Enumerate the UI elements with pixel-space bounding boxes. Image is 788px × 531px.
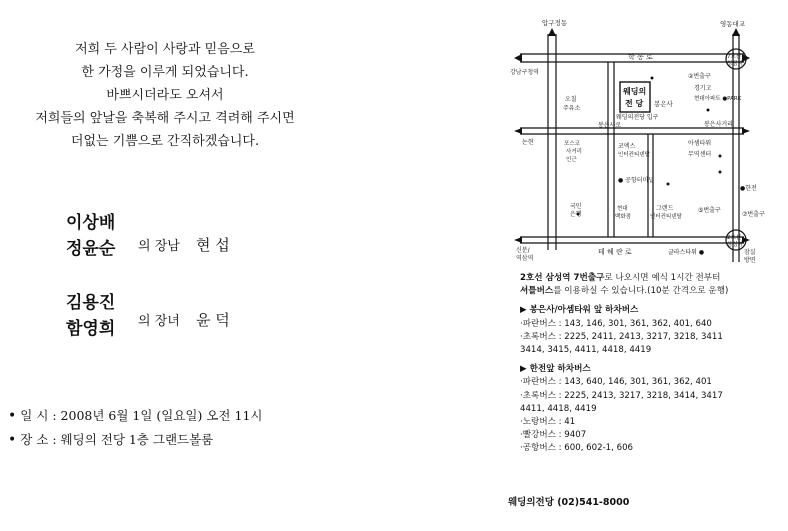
bus-line: ·노랑버스 : 41 bbox=[520, 417, 576, 428]
bride-relation: 의 장녀 bbox=[138, 314, 180, 329]
map-label: ●한전 bbox=[740, 185, 757, 192]
map-label: 2호선 bbox=[727, 235, 742, 241]
bus-line: ·빨강버스 : 9407 bbox=[520, 430, 587, 441]
map-label: 백화점 bbox=[615, 214, 631, 220]
map-label: ②번출구 bbox=[688, 73, 711, 80]
bride-father: 김용진 bbox=[66, 293, 116, 313]
map-label: 무역센터 bbox=[688, 151, 712, 158]
map-label: ● 공항터미널 bbox=[618, 177, 655, 184]
greeting-line: 더없는 기쁨으로 간직하겠습니다. bbox=[70, 134, 260, 149]
greeting-line: 바쁘시더라도 오셔서 bbox=[106, 88, 224, 103]
map-label: 학 동 로 bbox=[628, 53, 653, 61]
venue-label: 전 당 bbox=[625, 99, 644, 108]
stop2-title-text: 한전앞 하차버스 bbox=[529, 364, 591, 375]
intro-text: 로 나오시면 예식 1시간 전부터 bbox=[604, 273, 721, 283]
map-label: 국민 bbox=[570, 203, 582, 210]
map-label: 봉은사로 bbox=[598, 122, 622, 129]
greeting-message bbox=[0, 38, 330, 153]
map-label: ⑤번출구 bbox=[698, 207, 721, 214]
venue-phone: 웨딩의전당 (02)541-8000 bbox=[508, 497, 630, 508]
map-label: 청담역 bbox=[727, 61, 743, 67]
map-label: 웨딩의전당 입구 bbox=[616, 114, 659, 121]
map-label: ⑦번출구 bbox=[742, 211, 765, 218]
map-label: 글라스타워 ● bbox=[668, 249, 705, 256]
map-label: 영동대교 bbox=[720, 20, 746, 28]
stop1-title bbox=[520, 304, 780, 317]
map-svg bbox=[508, 14, 778, 272]
map-label: 오칠 bbox=[565, 96, 577, 103]
map-label: 역삼역 bbox=[516, 255, 534, 262]
date-text: 일 시 : 2008년 6월 1일 (일요일) 오전 11시 bbox=[20, 408, 263, 423]
groom-parents bbox=[66, 210, 115, 262]
map-label: 그랜드 bbox=[656, 205, 674, 212]
location-map bbox=[508, 14, 778, 272]
bullet-icon: • bbox=[8, 432, 17, 448]
groom-relation: 의 장남 bbox=[138, 239, 180, 254]
bus-line: ·파란버스 : 143, 146, 301, 361, 362, 401, 640 bbox=[520, 318, 712, 329]
map-label: 논현 bbox=[522, 139, 534, 146]
map-label: 사거리 bbox=[566, 149, 582, 155]
map-label: 7호선 bbox=[727, 54, 742, 60]
greeting-line: 한 가정을 이루게 되었습니다. bbox=[81, 65, 249, 80]
groom-relation-line bbox=[138, 234, 230, 255]
groom-name: 현 섭 bbox=[195, 236, 230, 254]
bus-line: ·초록버스 : 2225, 2413, 3217, 3218, 3414, 3417 bbox=[520, 390, 723, 401]
directions-info bbox=[520, 272, 780, 456]
bus-line: ·초록버스 : 2225, 2411, 2413, 3217, 3218, 3411 bbox=[520, 331, 723, 342]
shuttle-text: 를 이용하실 수 있습니다.(10분 간격으로 운행) bbox=[553, 286, 729, 297]
bus-line: ·파란버스 : 143, 640, 146, 301, 361, 362, 401 bbox=[520, 377, 712, 388]
map-label: 잠실 bbox=[744, 249, 756, 256]
map-label: 강남구청역 bbox=[510, 69, 539, 76]
bus-line: 3414, 3415, 4411, 4418, 4419 bbox=[520, 345, 652, 356]
bride-mother: 함영희 bbox=[66, 319, 116, 339]
map-label: 테 헤 란 로 bbox=[598, 248, 632, 256]
map-label: 봉은사 bbox=[654, 100, 673, 108]
greeting-line: 저희 두 사람이 사랑과 믿음으로 bbox=[75, 42, 255, 57]
map-label: 코엑스 bbox=[618, 143, 636, 150]
arrow-right-icon: ▶ bbox=[520, 305, 527, 316]
shuttle-bold: 셔틀버스 bbox=[520, 286, 554, 297]
map-label: 현대아파트 ●PARK bbox=[694, 96, 742, 102]
bus-line: ·공항버스 : 600, 602-1, 606 bbox=[520, 443, 634, 454]
groom-father: 이상배 bbox=[66, 213, 116, 233]
stop2-title bbox=[520, 363, 780, 376]
map-label: 방면 bbox=[744, 257, 756, 264]
map-label: 주유소 bbox=[563, 105, 581, 112]
groom-mother: 정윤순 bbox=[66, 239, 116, 259]
map-label: 경기고 bbox=[694, 85, 712, 92]
place-text: 장 소 : 웨딩의 전당 1층 그랜드볼룸 bbox=[20, 432, 214, 447]
wedding-place bbox=[8, 430, 213, 448]
venue-label: 웨딩의 bbox=[623, 87, 647, 96]
map-label: 압구정동 bbox=[542, 19, 568, 27]
map-label: 인근 bbox=[566, 157, 577, 163]
stop1-title-text: 봉은사/아셈타워 앞 하차버스 bbox=[529, 305, 639, 316]
map-label: 현대 bbox=[617, 206, 628, 212]
map-label: 인터컨티넨탈 bbox=[618, 152, 650, 158]
arrow-right-icon: ▶ bbox=[520, 364, 527, 375]
map-label: 포스코 bbox=[564, 141, 580, 147]
map-label: 인터컨티넨탈 bbox=[650, 214, 682, 220]
wedding-date bbox=[8, 406, 262, 424]
bride-parents bbox=[66, 290, 115, 342]
bride-name: 윤 덕 bbox=[195, 311, 230, 329]
map-label: 신분/ bbox=[516, 247, 530, 254]
map-label: 아셈타워 bbox=[688, 140, 712, 147]
intro-bold: 2호선 삼성역 7번출구 bbox=[520, 273, 605, 283]
bride-relation-line bbox=[138, 309, 230, 330]
bullet-icon: • bbox=[8, 408, 17, 424]
invitation-right-panel bbox=[508, 0, 788, 531]
greeting-line: 저희들의 앞날을 축복해 주시고 격려해 주시면 bbox=[35, 111, 295, 126]
bus-line: 4411, 4418, 4419 bbox=[520, 403, 597, 414]
map-label: 은행 bbox=[570, 211, 582, 218]
map-label: 봉은사거리 bbox=[704, 121, 733, 128]
map-label: 삼성역 bbox=[727, 242, 743, 248]
